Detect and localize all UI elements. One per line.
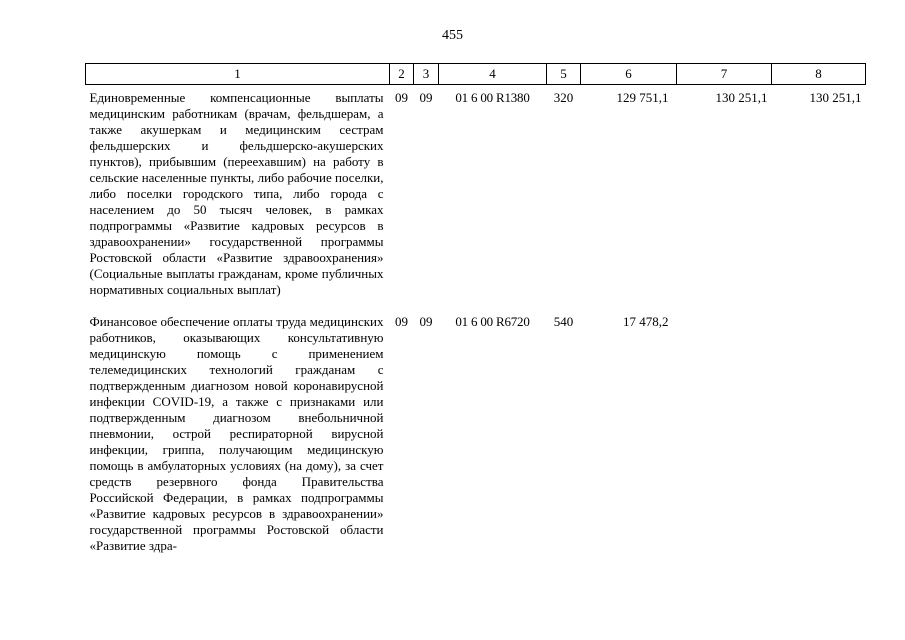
row-description: Единовременные компенсационные выплаты медицинским работникам (врачам, фельдшерам, а также акушеркам и медицинским сестрам фельдшерских и фельдшерско-акушерских пунктов), прибывшим (переехавшим) на работу в сельские населенные пункты, либо рабочие поселки, либо поселки городского типа, либо города с населением до 50 тысяч человек, в рамках подпрограммы «Развитие кадровых ресурсов в здравоохранении» государственной программы Ростовской области «Развитие здравоохранения» (Социальные выплаты гражданам, кроме публичных нормативных социальных выплат)	[89, 90, 384, 297]
row-value-col8	[772, 309, 866, 565]
row-target-item-code: 01 6 00 R1380	[455, 90, 530, 105]
column-header: 8	[772, 64, 866, 85]
column-header: 7	[677, 64, 772, 85]
row-value-col6: 17 478,2	[623, 314, 669, 329]
row-value-col7	[677, 309, 772, 565]
row-value-col8: 130 251,1	[809, 90, 862, 105]
table-row	[86, 85, 866, 310]
column-header: 2	[390, 64, 414, 85]
row-subsection-code: 09	[419, 314, 433, 329]
column-header: 5	[547, 64, 581, 85]
row-section-code: 09	[395, 90, 408, 105]
row-target-item-code: 01 6 00 R6720	[455, 314, 530, 329]
budget-table	[85, 63, 866, 565]
row-expense-type-code: 540	[553, 314, 574, 329]
page-number: 455	[442, 28, 463, 43]
table-row	[86, 309, 866, 565]
column-header: 6	[581, 64, 677, 85]
row-expense-type-code: 320	[553, 90, 574, 105]
row-subsection-code: 09	[419, 90, 433, 105]
row-section-code: 09	[395, 314, 408, 329]
row-description: Финансовое обеспечение оплаты труда медицинских работников, оказывающих консультативную медицинскую помощь с применением телемедицинских технологий гражданам с подтвержденным диагнозом новой коронавирусной инфекции COVID-19, а также с признаками или подтвержденным диагнозом внебольничной пневмонии, острой респираторной вирусной инфекции, гриппа, получающим медицинскую помощь в амбулаторных условиях (на дому), за счет средств резервного фонда Правительства Российской Федерации, в рамках подпрограммы «Развитие кадровых ресурсов в здравоохранении» государственной программы Ростовской области «Развитие здра-	[89, 314, 384, 553]
column-header: 4	[439, 64, 547, 85]
column-header: 1	[86, 64, 390, 85]
row-value-col7: 130 251,1	[715, 90, 768, 105]
table-header-row	[86, 64, 866, 85]
row-value-col6: 129 751,1	[616, 90, 669, 105]
column-header: 3	[414, 64, 439, 85]
